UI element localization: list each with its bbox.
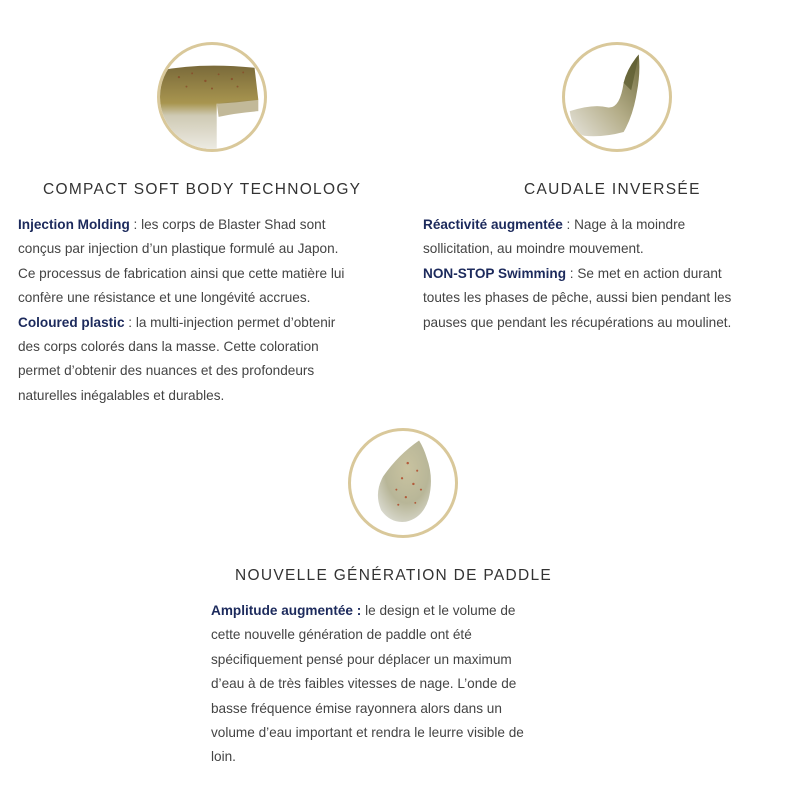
feature-description — [423, 213, 798, 335]
text-line: Amplitude augmentée : le design et le volume de — [211, 603, 516, 618]
text-line: spécifiquement pensé pour déplacer un maximum — [211, 651, 512, 667]
feature-heading: NOUVELLE GÉNÉRATION DE PADDLE — [235, 567, 553, 584]
text-line: naturelles inégalables et durables. — [18, 387, 225, 403]
text-line: des corps colorés dans la masse. Cette coloration — [18, 339, 319, 355]
text-line: NON-STOP Swimming : Se met en action durant — [423, 265, 722, 281]
text-line: basse fréquence émise rayonnera alors dans un — [211, 700, 502, 716]
text-line: cette nouvelle génération de paddle ont été — [211, 627, 472, 643]
lure-body-icon — [157, 42, 267, 152]
text-line: volume d’eau important et rendra le leurre visible de — [211, 725, 524, 741]
text-line: permet d’obtenir des nuances et des profondeurs — [18, 363, 315, 379]
text-line: confère une résistance et une longévité accrues. — [18, 290, 311, 306]
text-line: toutes les phases de pêche, aussi bien pendant les — [423, 290, 732, 306]
feature-description — [18, 213, 413, 408]
text-line: sollicitation, au moindre mouvement. — [423, 241, 644, 257]
text-line: pauses que pendant les récupérations au moulinet. — [423, 314, 732, 330]
text-line: Coloured plastic : la multi-injection permet d’obtenir — [18, 314, 336, 330]
text-line: Injection Molding : les corps de Blaster Shad sont — [18, 217, 326, 232]
feature-heading: CAUDALE INVERSÉE — [524, 181, 701, 198]
text-line: Ce processus de fabrication ainsi que cette matière lui — [18, 265, 345, 281]
text-line: conçus par injection d’un plastique formulé au Japon. — [18, 241, 339, 257]
text-line: loin. — [211, 749, 236, 765]
text-line: Réactivité augmentée : Nage à la moindre — [423, 217, 686, 232]
feature-description — [211, 599, 591, 770]
lure-paddle-icon — [348, 428, 458, 538]
lure-tail-icon — [562, 42, 672, 152]
feature-heading: COMPACT SOFT BODY TECHNOLOGY — [43, 181, 362, 198]
text-line: d’eau à de très faibles vitesses de nage. L’onde de — [211, 676, 517, 692]
